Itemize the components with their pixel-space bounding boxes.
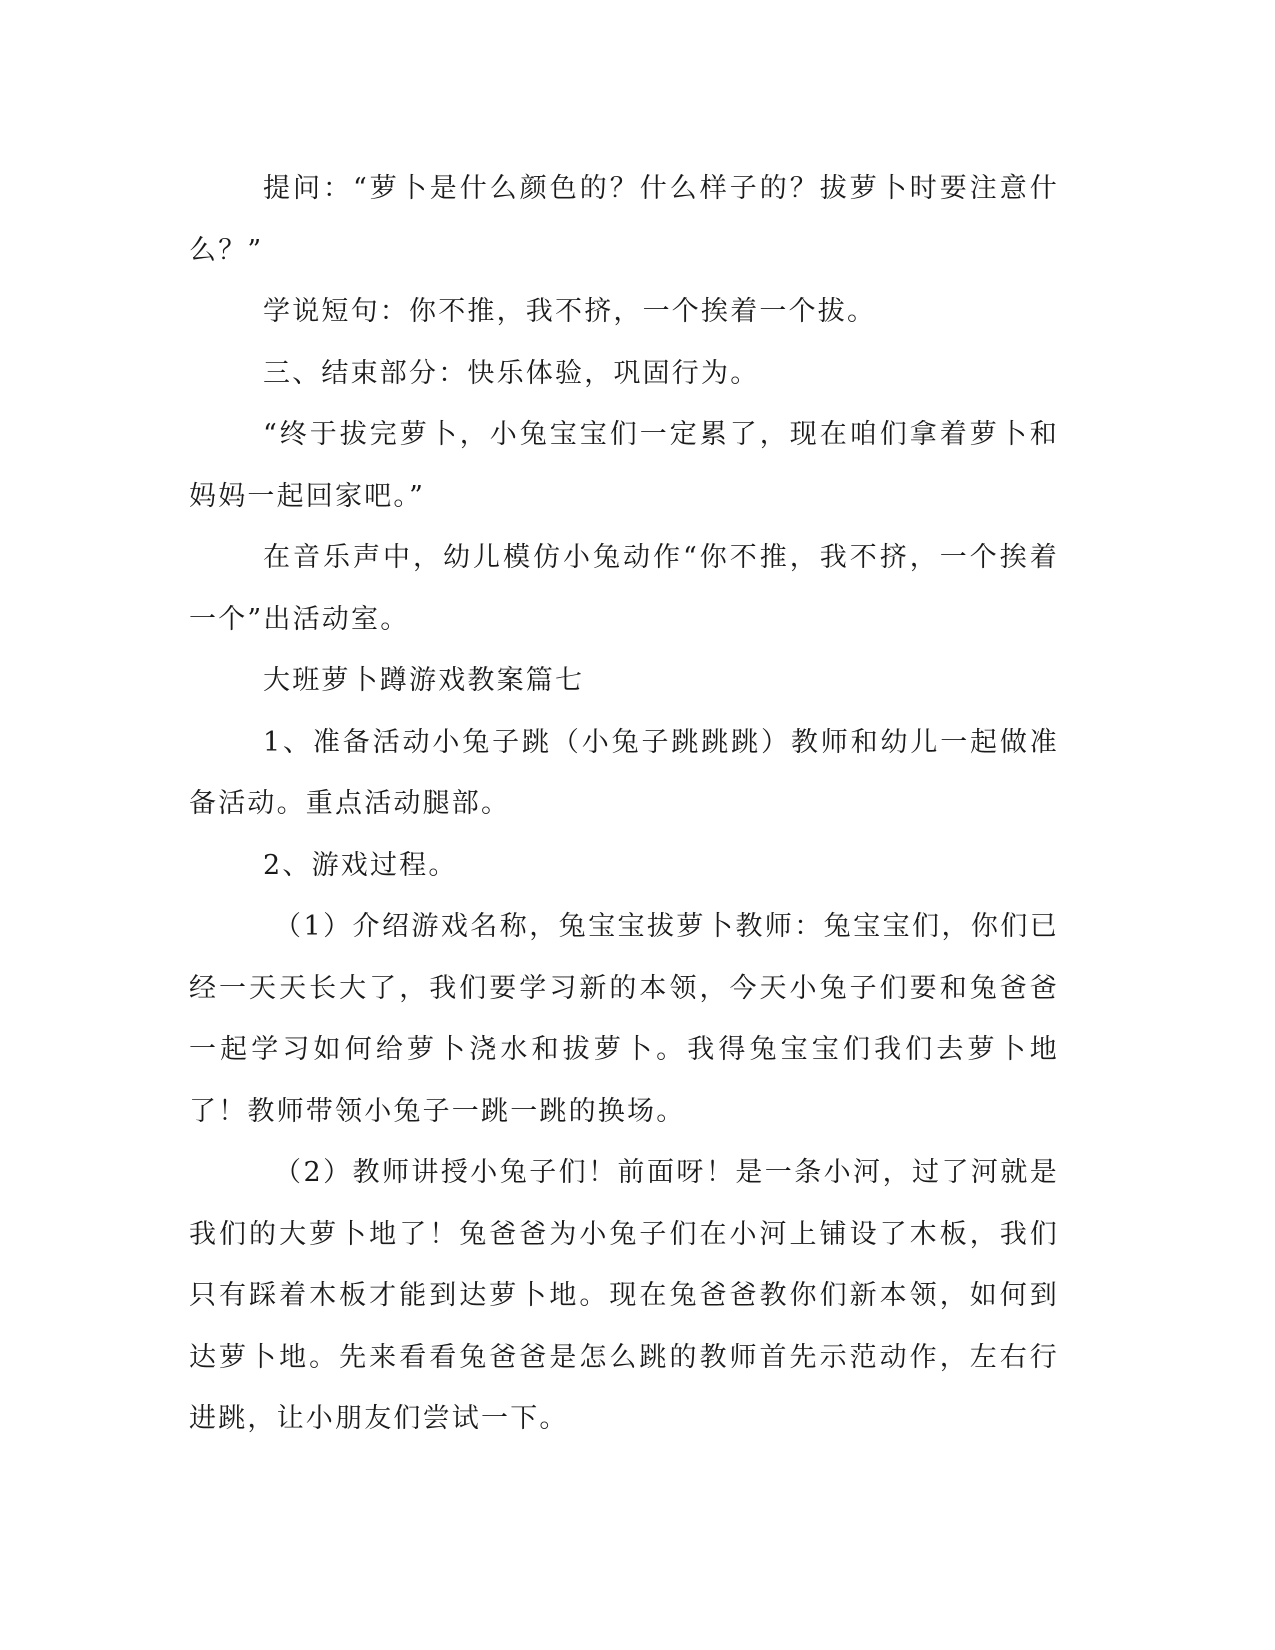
paragraph-step-one: 1、准备活动小兔子跳（小兔子跳跳跳）教师和幼儿一起做准备活动。重点活动腿部。 (189, 726, 1059, 819)
paragraph-quote: “终于拔完萝卜，小兔宝宝们一定累了，现在咱们拿着萝卜和妈妈一起回家吧。” (189, 419, 1059, 512)
paragraph-step-two: 2、游戏过程。 (263, 849, 458, 881)
paragraph-music: 在音乐声中，幼儿模仿小兔动作“你不推，我不挤，一个挨着一个”出活动室。 (189, 542, 1059, 635)
paragraph-short-sentence: 学说短句：你不推，我不挤，一个挨着一个拔。 (263, 296, 877, 327)
document-body (189, 158, 1059, 1450)
paragraph-section-three: 三、结束部分：快乐体验，巩固行为。 (263, 357, 760, 389)
paragraph-sub-one: （1）介绍游戏名称，兔宝宝拔萝卜教师：兔宝宝们，你们已经一天天长大了，我们要学习新的本领，今天小兔子们要和兔爸爸一起学习如何给萝卜浇水和拔萝卜。我得兔宝宝们我们去萝卜地了！教师带领小兔子一跳一跳的换场。 (189, 911, 1059, 1127)
paragraph-question: 提问：“萝卜是什么颜色的？什么样子的？拔萝卜时要注意什么？” (189, 173, 1059, 266)
section-heading: 大班萝卜蹲游戏教案篇七 (263, 665, 585, 696)
paragraph-sub-two: （2）教师讲授小兔子们！前面呀！是一条小河，过了河就是我们的大萝卜地了！兔爸爸为小兔子们在小河上铺设了木板，我们只有踩着木板才能到达萝卜地。现在兔爸爸教你们新本领，如何到达萝卜地。先来看看兔爸爸是怎么跳的教师首先示范动作，左右行进跳，让小朋友们尝试一下。 (189, 1157, 1059, 1434)
